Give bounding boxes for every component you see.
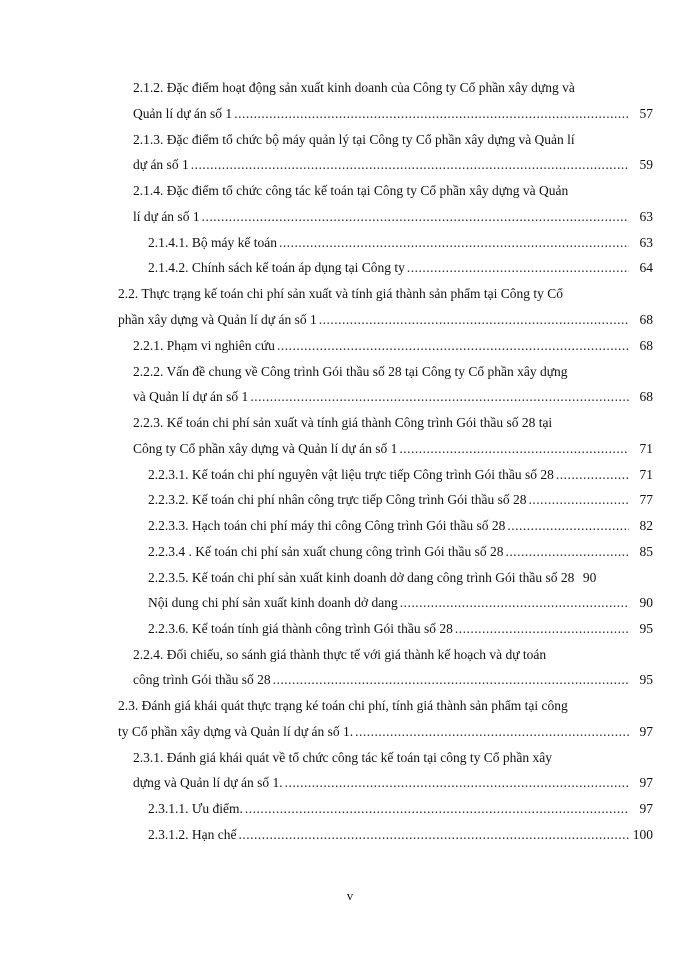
toc-page: 59: [639, 157, 653, 172]
toc-title: 2.3.1.1. Ưu điểm.: [148, 801, 243, 816]
toc-title: 2.2.3.4 . Kế toán chi phí sản xuất chung công trình Gói thầu số 28: [148, 544, 504, 559]
toc-title: 2.1.4.1. Bộ máy kế toán: [148, 235, 277, 250]
toc-page: 90: [639, 595, 653, 610]
toc-entry-2-2-3-2[interactable]: [148, 490, 653, 510]
toc-title: ty Cổ phần xây dựng và Quản lí dự án số 1.: [118, 724, 354, 739]
toc-title: Quản lí dự án số 1: [133, 106, 233, 121]
toc-title: 2.2.3.5. Kế toán chi phí sản xuất kinh doanh dở dang công trình Gói thầu số 28: [148, 570, 575, 585]
toc-entry-2-1-4-2[interactable]: [148, 258, 653, 278]
toc-entry-2-2-3-line1[interactable]: 2.2.3. Kế toán chi phí sản xuất và tính giá thành Công trình Gói thầu số 28 tại: [133, 415, 553, 430]
toc-entry-2-1-2[interactable]: [133, 104, 653, 124]
toc-entry-2-1-3-line1[interactable]: 2.1.3. Đặc điểm tổ chức bộ máy quản lý tại Công ty Cổ phần xây dựng và Quản lí: [133, 132, 575, 147]
toc-entry-2-1-4-1[interactable]: [148, 233, 653, 253]
toc-title: 2.2.3.1. Kế toán chi phí nguyên vật liệu trực tiếp Công trình Gói thầu số 28: [148, 467, 554, 482]
toc-entry-2-2-3-1[interactable]: [148, 465, 653, 485]
toc-page: 63: [639, 235, 653, 250]
toc-page: 100: [632, 827, 653, 842]
toc-entry-2-2-3-4[interactable]: [148, 542, 653, 562]
toc-entry-2-1-4-line1[interactable]: 2.1.4. Đặc điểm tổ chức công tác kế toán tại Công ty Cổ phần xây dựng và Quản: [133, 183, 569, 198]
toc-entry-noi-dung[interactable]: [148, 593, 653, 613]
toc-title: Công ty Cổ phần xây dựng và Quản lí dự án số 1: [133, 441, 398, 456]
toc-page: 97: [639, 724, 653, 739]
toc-page: 71: [639, 467, 653, 482]
toc-page: 63: [639, 209, 653, 224]
toc-entry-2-1-3[interactable]: [133, 155, 653, 175]
toc-entry-2-2-3-5[interactable]: [148, 568, 653, 588]
toc-entry-2-2-1[interactable]: [133, 336, 653, 356]
toc-page: 77: [639, 492, 653, 507]
toc-entry-2-3-1-line1[interactable]: 2.3.1. Đánh giá khái quát về tổ chức công tác kế toán tại công ty Cổ phần xây: [133, 750, 552, 765]
toc-page: 97: [639, 775, 653, 790]
toc-title: 2.3.1.2. Hạn chế: [148, 827, 237, 842]
toc-title: Nội dung chi phí sản xuất kinh doanh dở dang: [148, 595, 398, 610]
toc-title: công trình Gói thầu số 28: [133, 672, 271, 687]
toc-title: dự án số 1: [133, 157, 189, 172]
toc-title: 2.2.1. Phạm vi nghiên cứu: [133, 338, 275, 353]
toc-title: 2.2.3.3. Hạch toán chi phí máy thi công Công trình Gói thầu số 28: [148, 518, 506, 533]
toc-entry-2-2[interactable]: [118, 310, 653, 330]
toc-entry-2-3-1-1[interactable]: [148, 799, 653, 819]
toc-title: phần xây dựng và Quản lí dự án số 1: [118, 312, 317, 327]
toc-entry-2-2-line1[interactable]: 2.2. Thực trạng kế toán chi phí sản xuất và tính giá thành sản phẩm tại Công ty Cổ: [118, 286, 563, 301]
toc-title: 2.1.4.2. Chính sách kế toán áp dụng tại Công ty: [148, 260, 405, 275]
toc-entry-2-2-2-line1[interactable]: 2.2.2. Vấn đề chung về Công trình Gói thầu số 28 tại Công ty Cổ phần xây dựng: [133, 364, 568, 379]
toc-entry-2-2-4[interactable]: [133, 670, 653, 690]
toc-page: 64: [639, 260, 653, 275]
toc-entry-2-3-1[interactable]: [133, 773, 653, 793]
toc-page: 57: [639, 106, 653, 121]
toc-entry-2-2-4-line1[interactable]: 2.2.4. Đối chiếu, so sánh giá thành thực tế với giá thành kế hoạch và dự toán: [133, 647, 547, 662]
toc-entry-2-2-3[interactable]: [133, 439, 653, 459]
toc-entry-2-2-3-3[interactable]: [148, 516, 653, 536]
toc-title: lí dự án số 1: [133, 209, 200, 224]
toc-entry-2-3[interactable]: [118, 722, 653, 742]
page-number: v: [346, 888, 354, 903]
toc-title: và Quản lí dự án số 1: [133, 389, 249, 404]
toc-entry-2-2-2[interactable]: [133, 387, 653, 407]
toc-entry-2-2-3-6[interactable]: [148, 619, 653, 639]
toc-page: 71: [639, 441, 653, 456]
toc-page: 97: [639, 801, 653, 816]
toc-entry-2-3-line1[interactable]: 2.3. Đánh giá khái quát thực trạng ké toán chi phí, tính giá thành sản phẩm tại công: [118, 698, 568, 713]
toc-page: 68: [639, 389, 653, 404]
toc-page: 68: [639, 312, 653, 327]
toc-page: 85: [639, 544, 653, 559]
toc-entry-2-1-4[interactable]: [133, 207, 653, 227]
toc-title: 2.2.3.2. Kế toán chi phí nhân công trực tiếp Công trình Gói thầu số 28: [148, 492, 527, 507]
toc-page: 82: [639, 518, 653, 533]
toc-entry-2-3-1-2[interactable]: [148, 825, 653, 845]
toc-page: 90: [582, 570, 597, 585]
toc-title: dựng và Quản lí dự án số 1.: [133, 775, 283, 790]
toc-page: 68: [639, 338, 653, 353]
toc-page: 95: [639, 672, 653, 687]
toc-title: 2.2.3.6. Kế toán tính giá thành công trình Gói thầu số 28: [148, 621, 453, 636]
toc-entry-2-1-2-line1[interactable]: 2.1.2. Đặc điểm hoạt động sản xuất kinh doanh của Công ty Cổ phần xây dựng và: [133, 80, 575, 95]
toc-page: 95: [639, 621, 653, 636]
